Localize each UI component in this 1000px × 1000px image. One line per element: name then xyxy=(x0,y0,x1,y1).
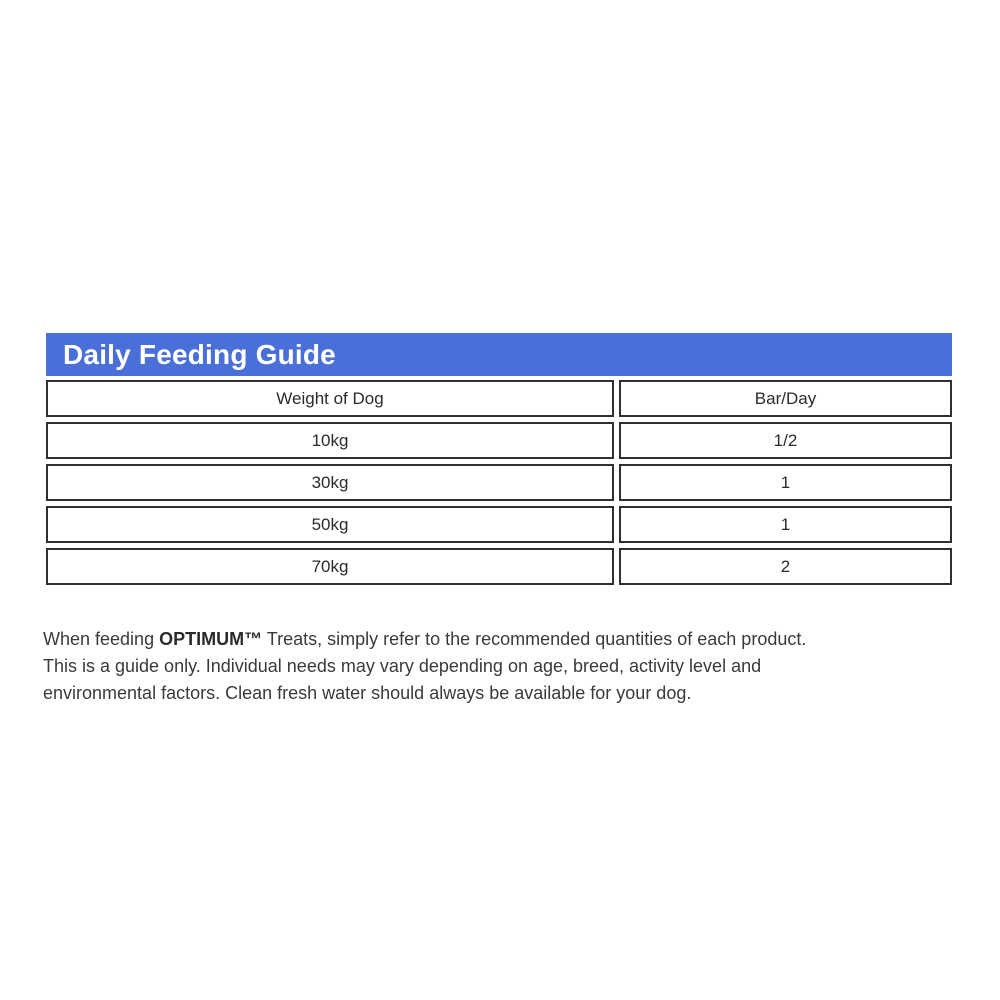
brand-name: OPTIMUM™ xyxy=(159,629,263,649)
bar-per-day-cell: 1 xyxy=(619,506,952,543)
weight-cell: 50kg xyxy=(46,506,614,543)
column-header-bar-per-day: Bar/Day xyxy=(619,380,952,417)
feeding-note xyxy=(43,626,953,707)
note-line1-suffix: Treats, simply refer to the recommended quantities of each product. xyxy=(262,629,807,649)
column-header-weight: Weight of Dog xyxy=(46,380,614,417)
table-row xyxy=(46,422,952,459)
note-line1-prefix: When feeding xyxy=(43,629,160,649)
weight-cell: 10kg xyxy=(46,422,614,459)
feeding-guide xyxy=(46,333,952,590)
table-row xyxy=(46,548,952,585)
table-header-row xyxy=(46,380,952,417)
bar-per-day-cell: 2 xyxy=(619,548,952,585)
bar-per-day-cell: 1 xyxy=(619,464,952,501)
weight-cell: 70kg xyxy=(46,548,614,585)
guide-title: Daily Feeding Guide xyxy=(46,333,952,376)
feeding-table xyxy=(46,380,952,585)
table-row xyxy=(46,464,952,501)
note-line3: environmental factors. Clean fresh water should always be available for your dog. xyxy=(43,683,692,703)
note-line2: This is a guide only. Individual needs may vary depending on age, breed, activity level and xyxy=(43,656,762,676)
table-row xyxy=(46,506,952,543)
bar-per-day-cell: 1/2 xyxy=(619,422,952,459)
weight-cell: 30kg xyxy=(46,464,614,501)
